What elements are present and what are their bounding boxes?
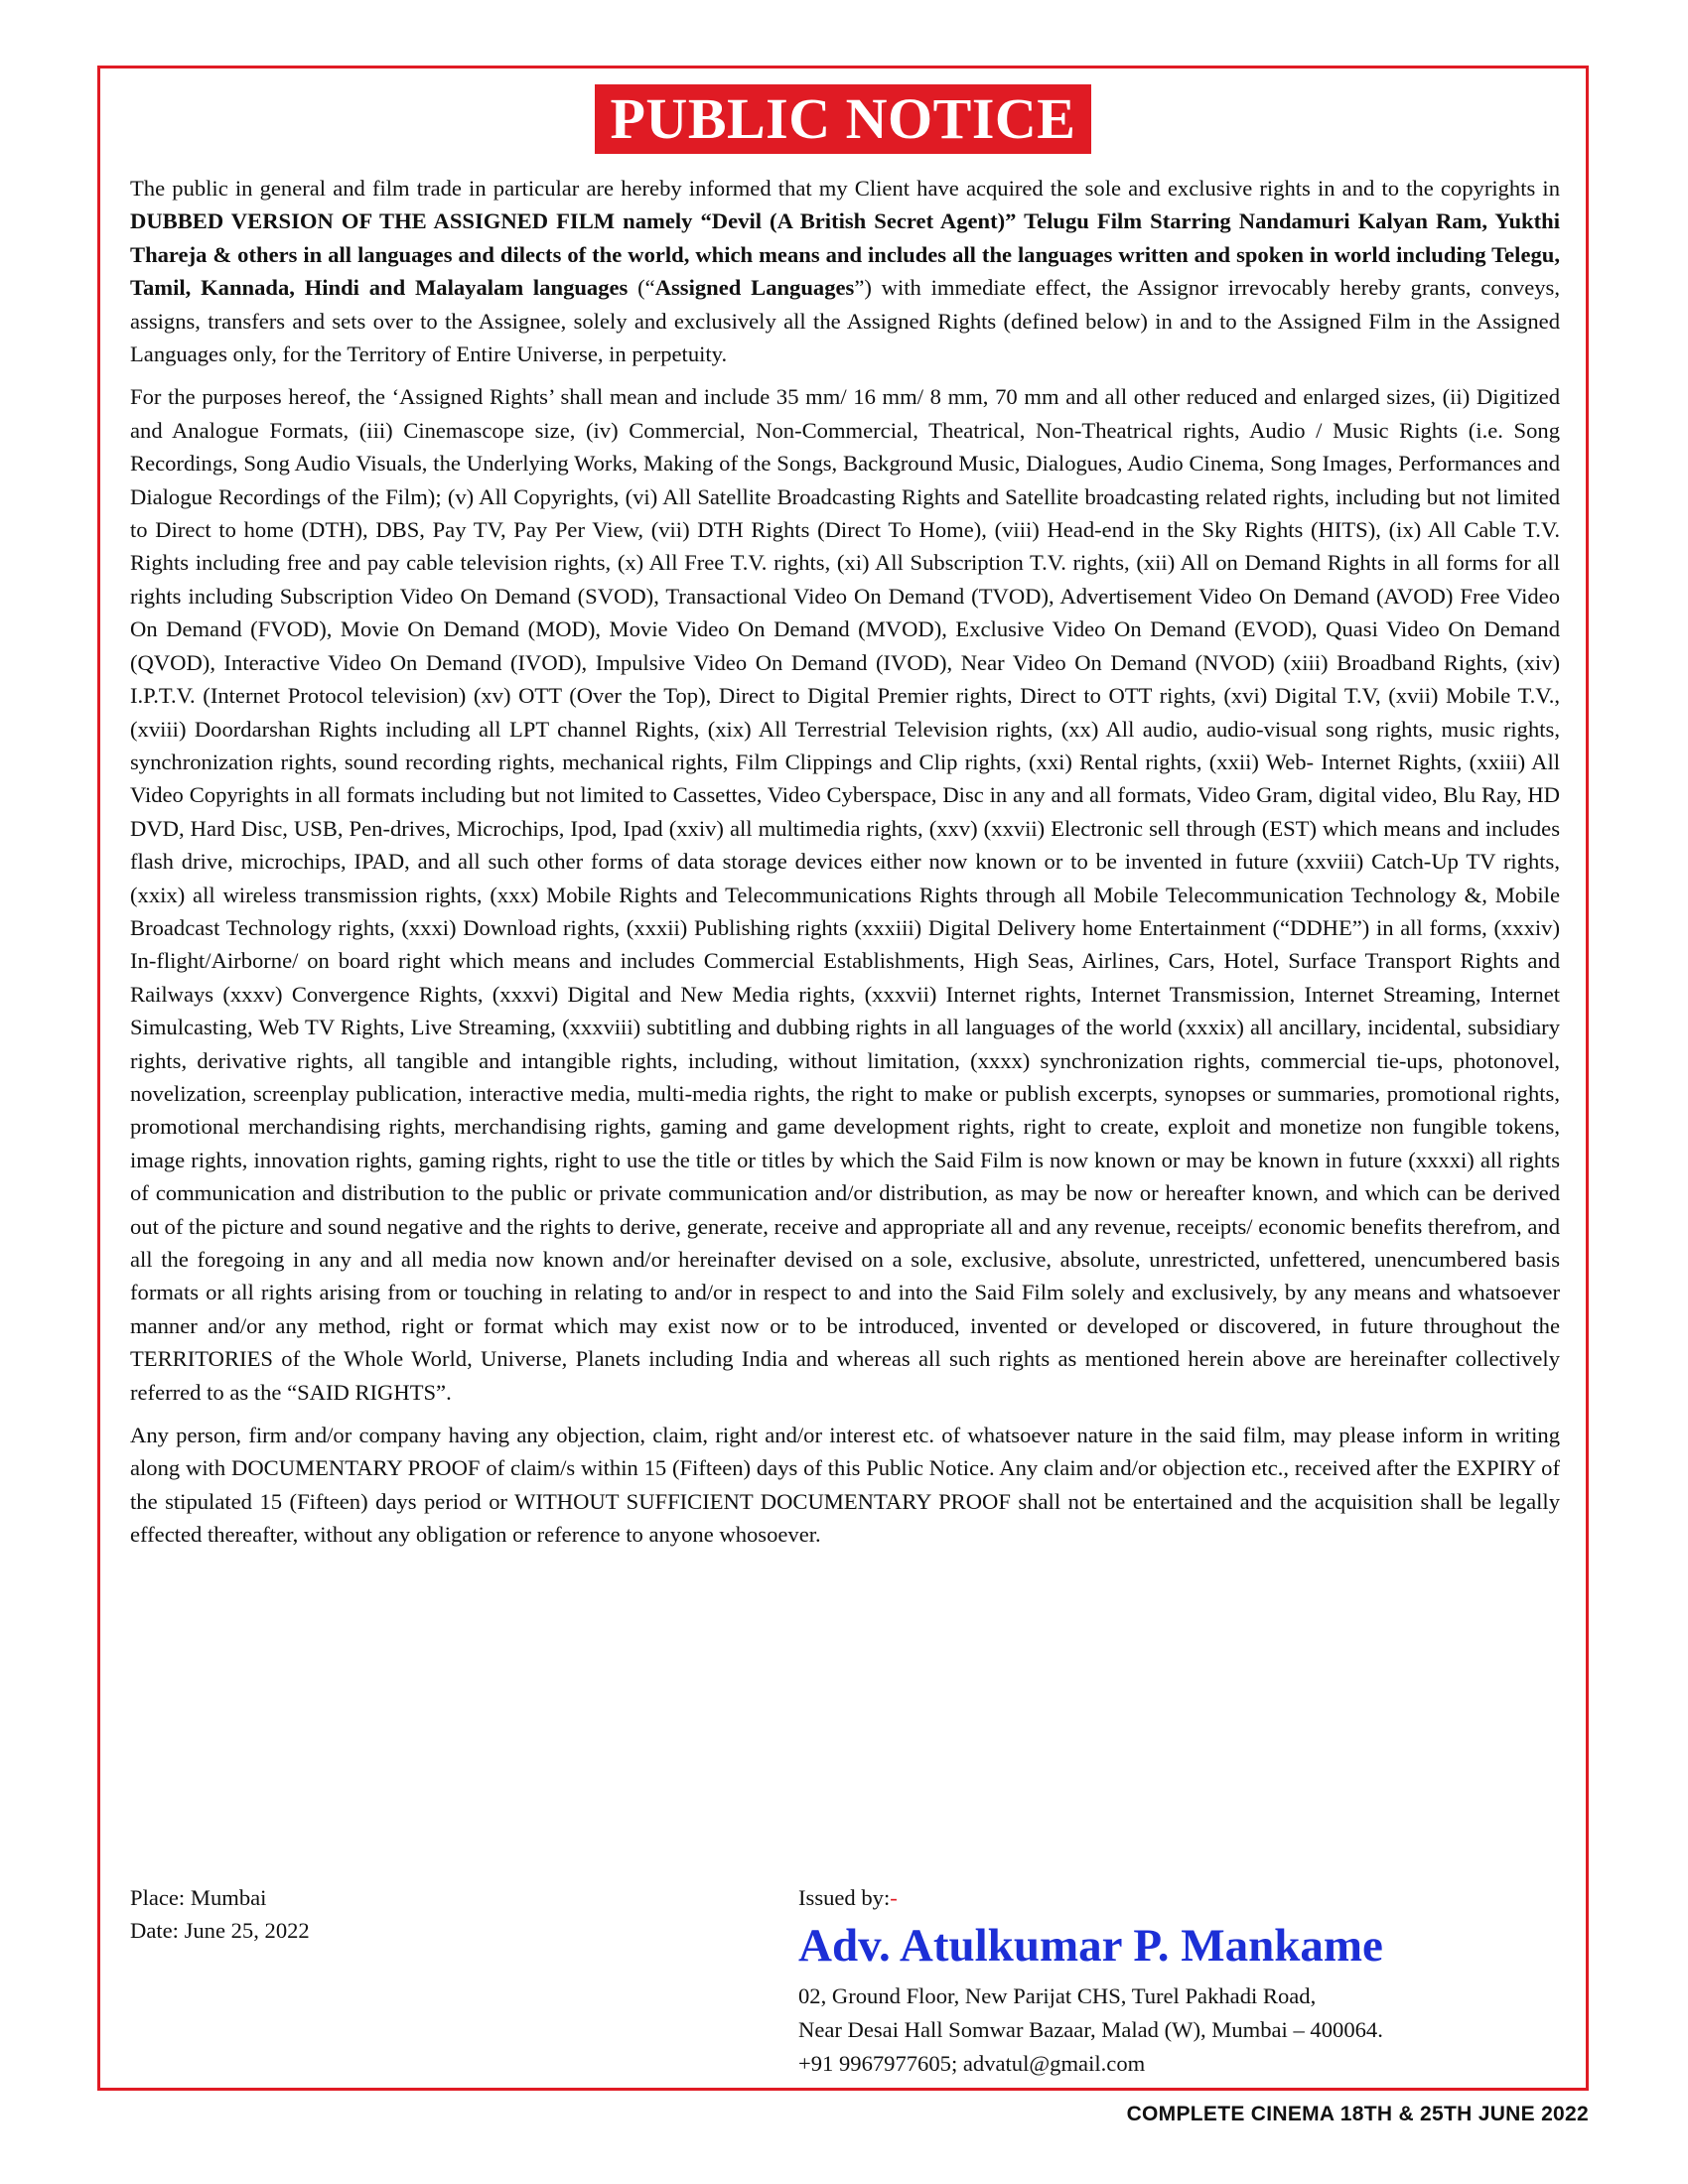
paragraph-1 xyxy=(130,172,1560,370)
contact-line: +91 9967977605; advatul@gmail.com xyxy=(798,2051,1146,2077)
notice-body xyxy=(130,172,1560,1562)
publication-credit: COMPLETE CINEMA 18TH & 25TH JUNE 2022 xyxy=(1126,2103,1589,2125)
para1-text-3: ”) with immediate effect, the Assignor irrevocably hereby grants, conveys, assigns, transfers and sets over to the Assignee, solely and exclusively all the Assigned Rights (defined below) in and to the Assigned Film in the Assigned Languages only, for the Territory of Entire Universe, in perpetuity. xyxy=(130,275,1560,367)
para1-text-2: (“ xyxy=(628,275,655,301)
paragraph-3: Any person, firm and/or company having any objection, claim, right and/or interest etc. of whatsoever nature in the said film, may please inform in writing along with DOCUMENTARY PROOF of claim/s within 15 (Fifteen) days of this Public Notice. Any claim and/or objection etc., received after the EXPIRY of the stipulated 15 (Fifteen) days period or WITHOUT SUFFICIENT DOCUMENTARY PROOF shall not be entertained and the acquisition shall be legally effected thereafter, without any obligation or reference to anyone whosoever. xyxy=(130,1423,1560,1548)
address-line-2: Near Desai Hall Somwar Bazaar, Malad (W), Mumbai – 400064. xyxy=(798,2017,1383,2043)
assigned-languages-term: Assigned Languages xyxy=(654,275,855,301)
para1-text-1: The public in general and film trade in particular are hereby informed that my Client have acquired the sole and exclusive rights in and to the copyrights in xyxy=(130,176,1560,201)
title-wrap xyxy=(100,84,1586,154)
place-date-block xyxy=(130,1881,310,1948)
paragraph-2: For the purposes hereof, the ‘Assigned Rights’ shall mean and include 35 mm/ 16 mm/ 8 mm, 70 mm and all other reduced and enlarged sizes, (ii) Digitized and Analogue Formats, (iii) Cinemascope size, (iv) Commercial, Non-Commercial, Theatrical, Non-Theatrical rights, Audio / Music Rights (i.e. Song Recordings, Song Audio Visuals, the Underlying Works, Making of the Songs, Background Music, Dialogues, Audio Cinema, Song Images, Performances and Dialogue Recordings of the Film); (v) All Copyrights, (vi) All Satellite Broadcasting Rights and Satellite broadcasting related rights, including but not limited to Direct to home (DTH), DBS, Pay TV, Pay Per View, (vii) DTH Rights (Direct To Home), (viii) Head-end in the Sky Rights (HITS), (ix) All Cable T.V. Rights including free and pay cable television rights, (x) All Free T.V. rights, (xi) All Subscription T.V. rights, (xii) All on Demand Rights in all forms for all rights including Subscription Video On Demand (SVOD), Transactional Video On Demand (TVOD), Advertisement Video On Demand (AVOD) Free Video On Demand (FVOD), Movie On Demand (MOD), Movie Video On Demand (MVOD), Exclusive Video On Demand (EVOD), Quasi Video On Demand (QVOD), Interactive Video On Demand (IVOD), Impulsive Video On Demand (IVOD), Near Video On Demand (NVOD) (xiii) Broadband Rights, (xiv) I.P.T.V. (Internet Protocol television) (xv) OTT (Over the Top), Direct to Digital Premier rights, Direct to OTT rights, (xvi) Digital T.V, (xvii) Mobile T.V., (xviii) Doordarshan Rights including all LPT channel Rights, (xix) All Terrestrial Television rights, (xx) All audio, audio-visual song rights, music rights, synchronization rights, sound recording rights, mechanical rights, Film Clippings and Clip rights, (xxi) Rental rights, (xxii) Web- Internet Rights, (xxiii) All Video Copyrights in all formats including but not limited to Cassettes, Video Cyberspace, Disc in any and all formats, Video Gram, digital video, Blu Ray, HD DVD, Hard Disc, USB, Pen-drives, Microchips, Ipod, Ipad (xxiv) all multimedia rights, (xxv) (xxvii) Electronic sell through (EST) which means and includes flash drive, microchips, IPAD, and all such other forms of data storage devices either now known or to be invented in future (xxviii) Catch-Up TV rights, (xxix) all wireless transmission rights, (xxx) Mobile Rights and Telecommunications Rights through all Mobile Telecommunication Technology &, Mobile Broadcast Technology rights, (xxxi) Download rights, (xxxii) Publishing rights (xxxiii) Digital Delivery home Entertainment (“DDHE”) in all forms, (xxxiv) In-flight/Airborne/ on board right which means and includes Commercial Establishments, High Seas, Airlines, Cars, Hotel, Surface Transport Rights and Railways (xxxv) Convergence Rights, (xxxvi) Digital and New Media rights, (xxxvii) Internet rights, Internet Transmission, Internet Streaming, Internet Simulcasting, Web TV Rights, Live Streaming, (xxxviii) subtitling and dubbing rights in all languages of the world (xxxix) all ancillary, incidental, subsidiary rights, derivative rights, all tangible and intangible rights, including, without limitation, (xxxx) synchronization rights, commercial tie-ups, photonovel, novelization, screenplay publication, interactive media, multi-media rights, the right to make or publish excerpts, synopses or summaries, promotional rights, promotional merchandising rights, merchandising rights, gaming and game development rights, right to create, exploit and monetize non fungible tokens, image rights, innovation rights, gaming rights, right to use the title or titles by which the Said Film is now known or may be known in future (xxxxi) all rights of communication and distribution to the public or private communication and/or distribution, as may be now or hereafter known, and which can be derived out of the picture and sound negative and the rights to derive, generate, receive and appropriate all and any revenue, receipts/ economic benefits therefrom, and all the foregoing in any and all media now known and/or hereinafter devised on a sole, exclusive, absolute, unrestricted, unfettered, unencumbered basis formats or all rights arising from or touching in relating to and/or in respect to and into the Said Film solely and exclusively, by any means and whatsoever manner and/or any method, right or format which may exist now or to be introduced, invented or developed or discovered, in future throughout the TERRITORIES of the Whole World, Universe, Planets including India and whereas all such rights as mentioned herein above are hereinafter collectively referred to as the “SAID RIGHTS”. xyxy=(130,384,1560,1405)
issued-by-text: Issued by: xyxy=(798,1885,891,1910)
date: Date: June 25, 2022 xyxy=(130,1918,310,1944)
notice-frame xyxy=(97,66,1589,2091)
issuer-block xyxy=(798,1881,1383,2081)
place: Place: Mumbai xyxy=(130,1885,267,1910)
film-details: DUBBED VERSION OF THE ASSIGNED FILM namely “Devil (A British Secret Agent)” Telugu Film Starring Nandamuri Kalyan Ram, Yukthi Thareja & others in all languages and dilects of the world, which means and includes all the languages written and spoken in world including Telegu, Tamil, Kannada, Hindi and Malayalam languages xyxy=(130,208,1560,301)
notice-footer xyxy=(130,1881,1560,2080)
issued-by-label xyxy=(798,1881,1383,1914)
notice-title: PUBLIC NOTICE xyxy=(595,84,1092,154)
address-line-1: 02, Ground Floor, New Parijat CHS, Turel Pakhadi Road, xyxy=(798,1983,1317,2009)
issuer-name: Adv. Atulkumar P. Mankame xyxy=(798,1920,1383,1973)
issued-by-dash: - xyxy=(890,1885,898,1910)
